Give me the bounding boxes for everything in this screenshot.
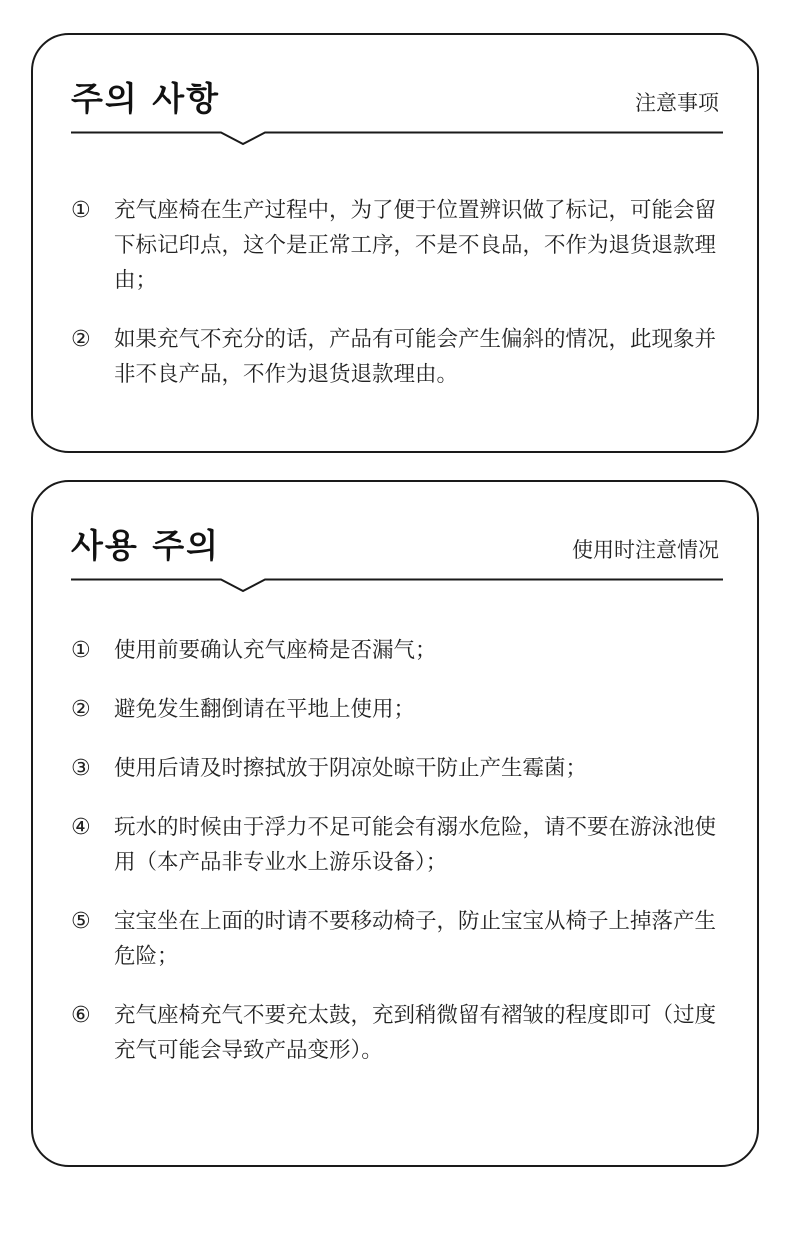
item-number: ② bbox=[71, 327, 91, 352]
usage-list bbox=[71, 633, 721, 1092]
item-text: 玩水的时候由于浮力不足可能会有溺水危险，请不要在游泳池使用（本产品非专业水上游乐设备）； bbox=[114, 815, 717, 875]
item-number: ⑥ bbox=[71, 1003, 91, 1028]
item-text: 使用后请及时擦拭放于阴凉处晾干防止产生霉菌； bbox=[114, 756, 588, 781]
notice-list bbox=[71, 193, 721, 416]
item-number: ① bbox=[71, 638, 91, 663]
notice-item bbox=[71, 322, 721, 392]
item-text: 宝宝坐在上面的时请不要移动椅子，防止宝宝从椅子上掉落产生危险； bbox=[114, 909, 717, 969]
item-number: ② bbox=[71, 697, 91, 722]
usage-item bbox=[71, 633, 721, 668]
item-text: 充气座椅在生产过程中，为了便于位置辨识做了标记，可能会留下标记印点，这个是正常工序，不是不良品，不作为退货退款理由； bbox=[114, 198, 717, 293]
item-number: ④ bbox=[71, 815, 91, 840]
notice-divider bbox=[71, 131, 719, 151]
usage-header bbox=[71, 526, 719, 578]
item-text: 使用前要确认充气座椅是否漏气； bbox=[114, 638, 437, 663]
usage-item bbox=[71, 998, 721, 1068]
item-number: ① bbox=[71, 198, 91, 223]
item-text: 如果充气不充分的话，产品有可能会产生偏斜的情况，此现象并非不良产品，不作为退货退款理由。 bbox=[114, 327, 717, 387]
item-number: ③ bbox=[71, 756, 91, 781]
usage-card bbox=[31, 480, 759, 1167]
usage-divider bbox=[71, 578, 719, 598]
usage-title-chinese: 使用时注意情况 bbox=[572, 538, 719, 562]
notice-title-korean: 주의 사항 bbox=[71, 79, 221, 118]
notice-card bbox=[31, 33, 759, 453]
item-text: 避免发生翻倒请在平地上使用； bbox=[114, 697, 416, 722]
usage-title-korean: 사용 주의 bbox=[71, 526, 221, 565]
item-number: ⑤ bbox=[71, 909, 91, 934]
notice-header bbox=[71, 79, 719, 131]
item-text: 充气座椅充气不要充太鼓，充到稍微留有褶皱的程度即可（过度充气可能会导致产品变形）。 bbox=[114, 1003, 717, 1063]
usage-item bbox=[71, 751, 721, 786]
notice-item bbox=[71, 193, 721, 298]
usage-item bbox=[71, 904, 721, 974]
notice-title-chinese: 注意事项 bbox=[635, 91, 719, 115]
usage-item bbox=[71, 692, 721, 727]
usage-item bbox=[71, 810, 721, 880]
